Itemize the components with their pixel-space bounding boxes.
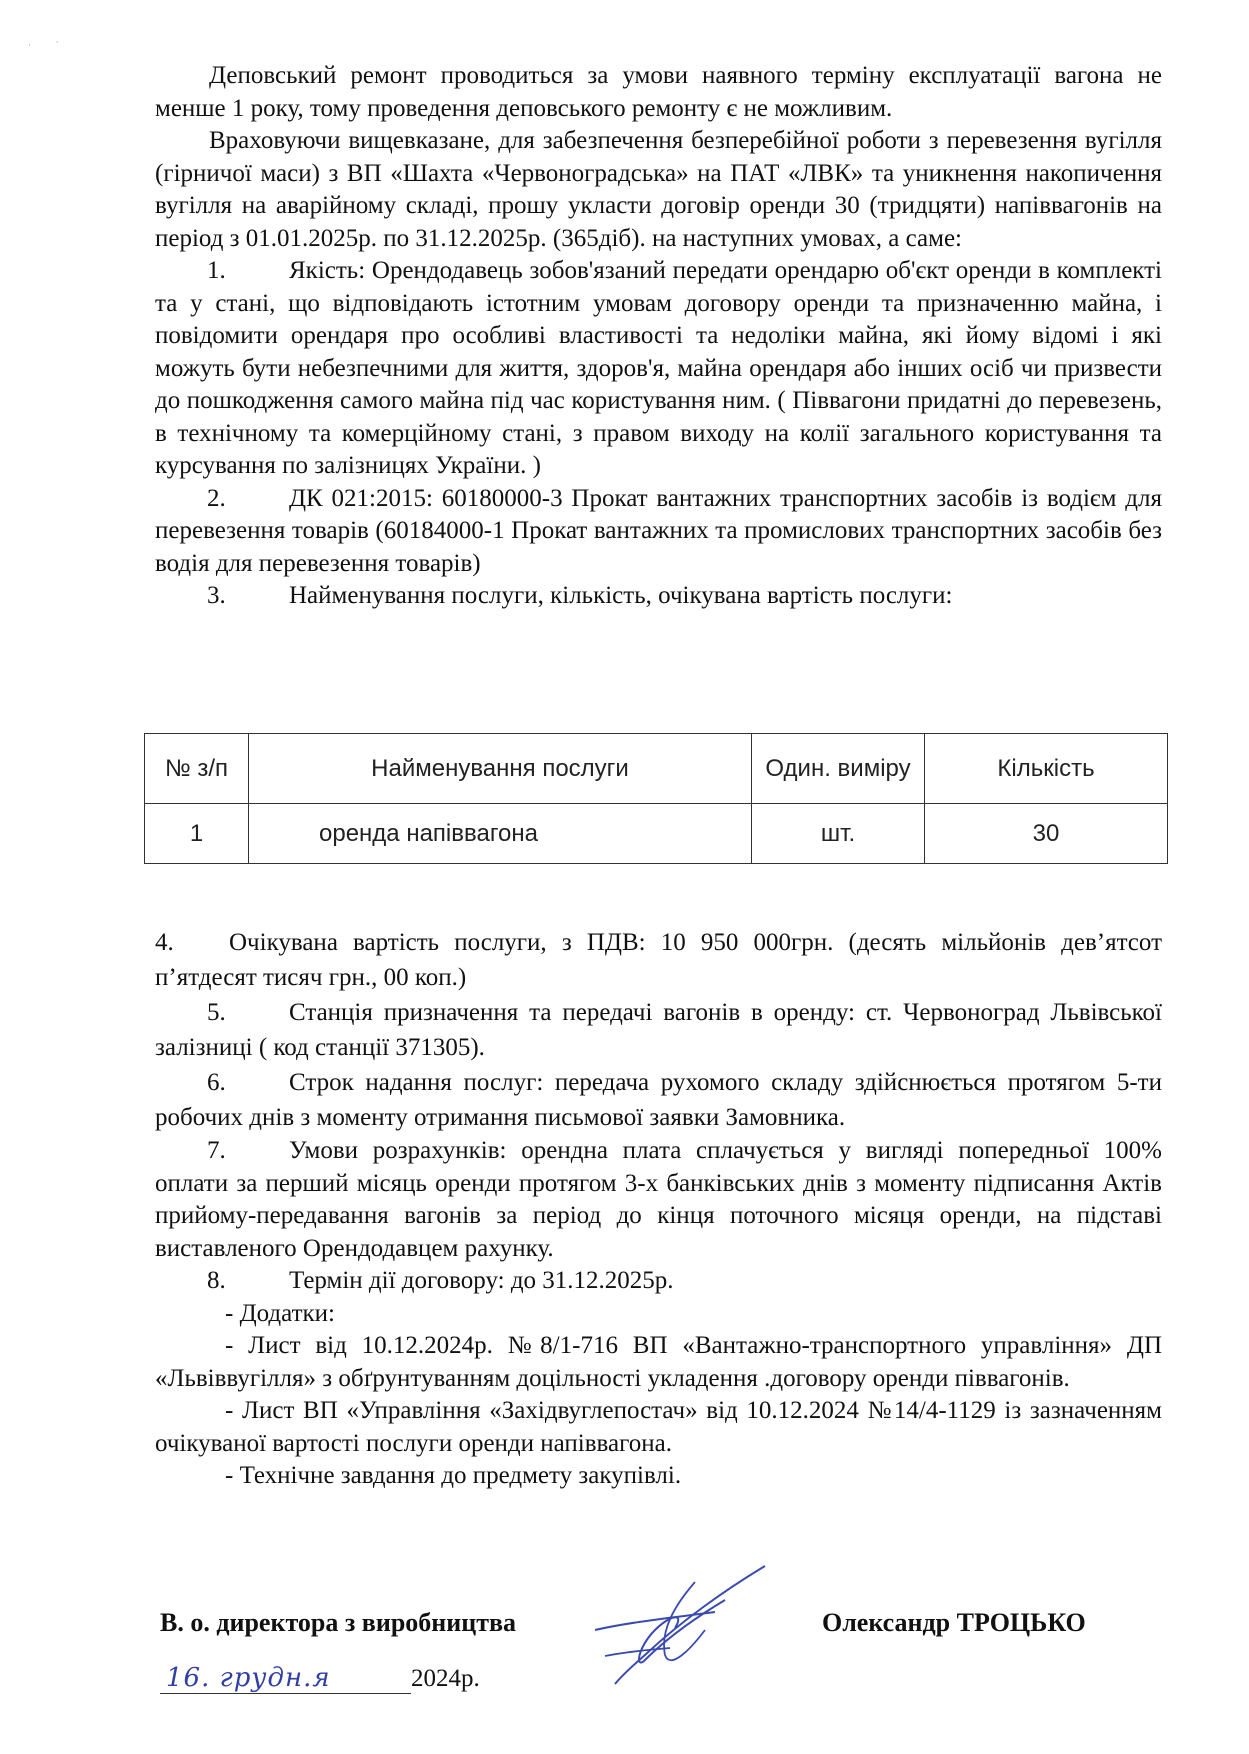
table-row [145,804,1168,864]
intro-paragraph-2: Враховуючи вищевказане, для забезпечення безперебійної роботи з перевезення вугілля (гірничої маси) з ВП «Шахта «Червоноградська» на ПАТ «ЛВК» та уникнення накопичення вугілля на аварійному складі, прошу укласти договір оренди 30 (тридцяти) напіввагонів на період з 01.01.2025р. по 31.12.2025р. (365діб). на наступних умовах, а саме: [155,127,1162,252]
date-year: 2024р. [411,1665,480,1692]
services-table [144,733,1168,864]
condition-number: 2. [207,484,226,512]
condition-5 [155,995,1162,1065]
handwritten-signature [575,1560,775,1690]
date-line [160,1663,480,1694]
cell-number: 1 [145,804,249,864]
condition-number: 4. [155,929,174,956]
cell-quantity: 30 [925,804,1168,864]
condition-text: Строк надання послуг: передача рухомого складу здійснюється протягом 5-ти робочих днів з моменту отримання письмової заявки Замовника. [155,1069,1162,1131]
condition-text: Термін дії договору: до 31.12.2025р. [289,1267,674,1294]
header-service-name: Найменування послуги [249,734,752,804]
document-body-lower [155,925,1162,1493]
condition-4 [155,925,1162,995]
cell-service-name: оренда напіввагона [249,804,752,864]
scan-mark: · ` [28,40,59,50]
condition-number: 8. [207,1267,226,1294]
attachment-1: - Лист від 10.12.2024р. №8/1-716 ВП «Вантажно-транспортного управління» ДП «Львіввугілля» з обґрунтуванням доцільності укладення .договору оренди піввагонів. [155,1332,1162,1392]
cell-unit: шт. [752,804,925,864]
header-unit: Один. виміру [752,734,925,804]
condition-8 [155,1265,1162,1298]
attachments-title: - Додатки: [225,1299,335,1327]
condition-text: Якість: Орендодавець зобов'язаний передати орендарю об'єкт оренди в комплекті та у стані, що відповідають істотним умовам договору оренди та призначенню майна, і повідомити орендаря про особливі властивості та недоліки майна, які йому відомі і які можуть бути небезпечними для життя, здоров'я, майна орендаря або інших осіб чи призвести до пошкодження самого майна під час користування ним. ( Піввагони придатні до перевезень, в технічному та комерційному стані, з правом виходу на колії загального користування та курсування по залізницях України. ) [155,257,1162,479]
condition-3 [155,580,1162,613]
condition-6 [155,1065,1162,1135]
condition-7 [155,1135,1162,1265]
condition-number: 6. [207,1069,226,1096]
condition-2 [155,483,1162,581]
condition-text: Умови розрахунків: орендна плата сплачується у вигляді попередньої 100% оплати за перший місяць оренди протягом 3-х банківських днів з моменту підписання Актів прийому-передавання вагонів за період до кінця поточного місяця оренди, на підставі виставленого Орендодавцем рахунку. [155,1137,1162,1262]
condition-text: Очікувана вартість послуги, з ПДВ: 10 950 000грн. (десять мільйонів дев’ятсот п’ятдесят тисяч грн., 00 коп.) [155,929,1162,991]
attachment-2: - Лист ВП «Управління «Західвуглепостач» від 10.12.2024 №14/4-1129 із зазначенням очікуваної вартості послуги оренди напіввагона. [155,1397,1162,1457]
header-quantity: Кількість [925,734,1168,804]
table-header-row [145,734,1168,804]
intro-paragraph-1: Деповський ремонт проводиться за умови наявного терміну експлуатації вагона не менше 1 року, тому проведення деповського ремонту є не можливим. [155,62,1162,122]
header-number: № з/п [145,734,249,804]
signatory-name: Олександр ТРОЦЬКО [822,1608,1086,1637]
handwritten-date: 16. грудн.я [160,1663,411,1694]
condition-text: Станція призначення та передачі вагонів в оренду: ст. Червоноград Львівської залізниці ( код станції 371305). [155,999,1162,1061]
condition-1 [155,255,1162,483]
condition-number: 1. [207,257,226,284]
condition-text: Найменування послуги, кількість, очікувана вартість послуги: [289,582,953,609]
condition-number: 5. [207,999,226,1026]
condition-number: 7. [207,1137,226,1164]
document-body [155,60,1162,613]
signatory-position: В. о. директора з виробництва [160,1608,517,1637]
condition-number: 3. [207,582,226,609]
attachment-3: - Технічне завдання до предмету закупівлі. [225,1462,682,1489]
condition-text: ДК 021:2015: 60180000-3 Прокат вантажних транспортних засобів із водієм для перевезення товарів (60184000-1 Прокат вантажних та промислових транспортних засобів без водія для перевезення товарів) [155,484,1162,577]
